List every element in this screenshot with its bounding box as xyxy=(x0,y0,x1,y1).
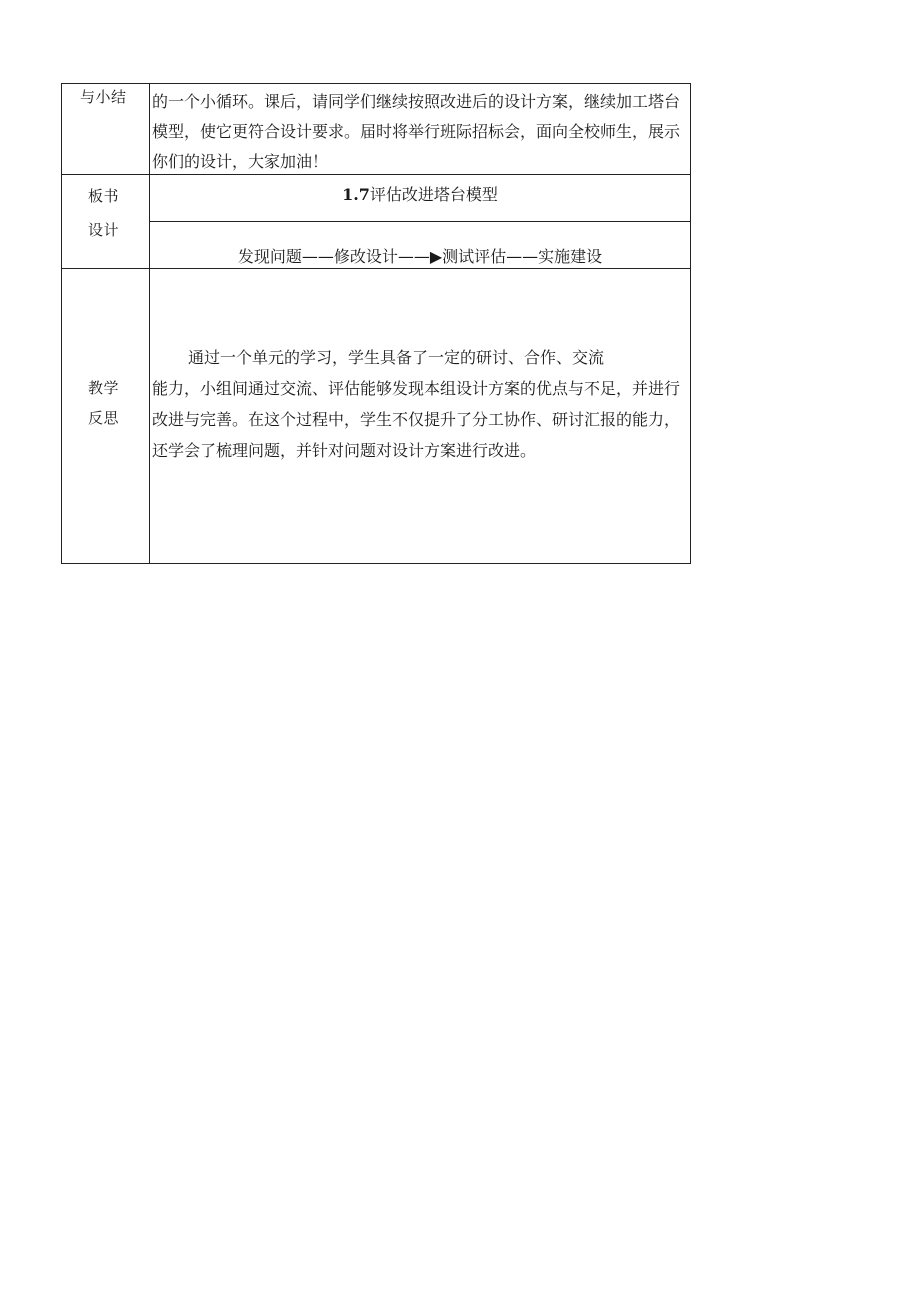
reflection-text xyxy=(150,269,690,563)
board-flow-cell xyxy=(150,222,691,269)
board-title-text: 评估改进塔台模型 xyxy=(369,185,498,204)
board-title-number: 1.7 xyxy=(342,185,370,204)
board-flow-row xyxy=(62,222,691,269)
lesson-plan-table xyxy=(61,83,691,564)
summary-text: 的一个小循环。课后，请同学们继续按照改进后的设计方案，继续加工塔台模型，使它更符合设计要求。届时将举行班际招标会，面向全校师生，展示你们的设计，大家加油！ xyxy=(152,92,681,171)
reflection-text-first-line: 通过一个单元的学习，学生具备了一定的研讨、合作、交流 xyxy=(188,348,605,367)
board-title-cell xyxy=(150,175,691,222)
summary-label: 与小结 xyxy=(80,88,127,106)
reflection-content-cell xyxy=(150,269,691,564)
reflection-text-rest: 能力，小组间通过交流、评估能够发现本组设计方案的优点与不足，并进行改进与完善。在这个过程中，学生不仅提升了分工协作、研讨汇报的能力，还学会了梳理问题，并针对问题对设计方案进行改进。 xyxy=(152,379,681,460)
reflection-row xyxy=(62,269,691,564)
board-title xyxy=(150,175,690,221)
reflection-label-cell xyxy=(62,269,150,564)
board-label-line1: 板书 xyxy=(88,187,120,205)
board-label-cell xyxy=(62,175,150,269)
board-label xyxy=(62,175,149,247)
board-label-line2: 设计 xyxy=(88,221,120,239)
summary-content-cell xyxy=(150,84,691,175)
reflection-label: 教学反思 xyxy=(88,379,120,427)
board-title-row xyxy=(62,175,691,222)
board-flow: 发现问题——修改设计——▶测试评估——实施建设 xyxy=(237,247,603,266)
summary-row xyxy=(62,84,691,175)
summary-label-cell xyxy=(62,84,150,175)
